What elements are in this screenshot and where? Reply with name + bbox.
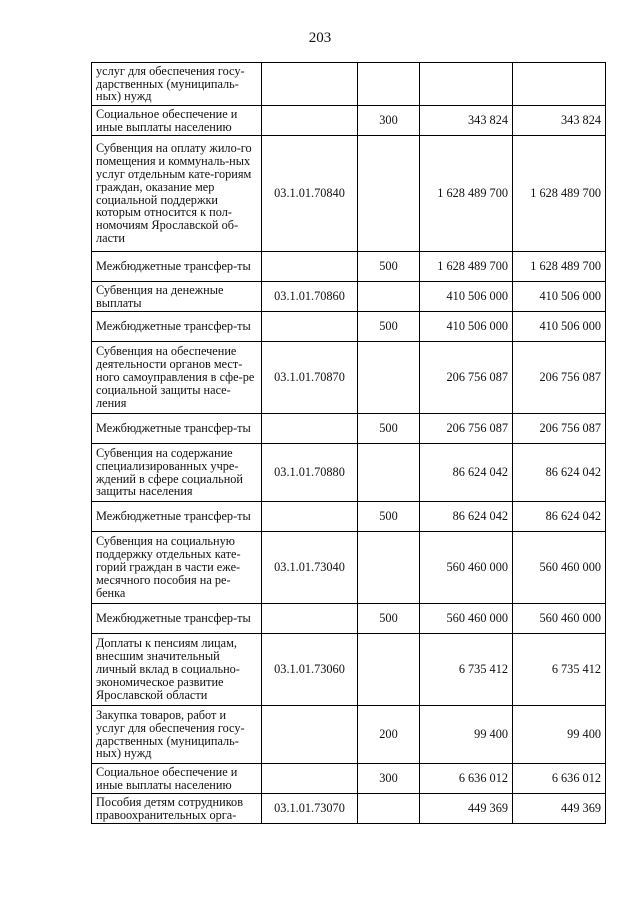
cell-target-code: 03.1.01.73070 [262,794,358,824]
cell-description: Доплаты к пенсиям лицам, внесшим значительный личный вклад в социально-экономическое развитие Ярославской области [92,634,262,706]
cell-amount-year1: 6 735 412 [420,634,513,706]
cell-amount-year2: 560 460 000 [513,604,606,634]
cell-amount-year2: 1 628 489 700 [513,252,606,282]
cell-amount-year2: 206 756 087 [513,342,606,414]
table-row [92,414,606,444]
budget-table-body [92,63,606,824]
cell-amount-year2: 343 824 [513,106,606,136]
cell-expense-type [358,136,420,252]
cell-amount-year2: 560 460 000 [513,532,606,604]
cell-amount-year2: 410 506 000 [513,312,606,342]
cell-target-code: 03.1.01.70840 [262,136,358,252]
table-row [92,764,606,794]
cell-target-code [262,63,358,106]
table-row [92,634,606,706]
cell-expense-type: 200 [358,706,420,764]
table-row [92,706,606,764]
cell-amount-year2: 99 400 [513,706,606,764]
cell-amount-year2 [513,63,606,106]
cell-description: Межбюджетные трансфер-ты [92,502,262,532]
cell-description: Субвенция на социальную поддержку отдельных кате-горий граждан в части еже-месячного пособия на ре-бенка [92,532,262,604]
cell-target-code: 03.1.01.70870 [262,342,358,414]
cell-target-code [262,604,358,634]
cell-amount-year2: 86 624 042 [513,502,606,532]
table-row [92,106,606,136]
cell-target-code: 03.1.01.73060 [262,634,358,706]
table-row [92,502,606,532]
cell-expense-type [358,63,420,106]
table-row [92,532,606,604]
table-row [92,342,606,414]
table-row [92,794,606,824]
table-row [92,252,606,282]
cell-amount-year1: 206 756 087 [420,414,513,444]
cell-description: Пособия детям сотрудников правоохранительных орга- [92,794,262,824]
cell-description: Субвенция на оплату жило-го помещения и коммуналь-ных услуг отдельным кате-гориям граждан, оказание мер социальной поддержки которым относится к пол-номочиям Ярославской об-ласти [92,136,262,252]
cell-target-code [262,414,358,444]
cell-amount-year1: 206 756 087 [420,342,513,414]
cell-amount-year1 [420,63,513,106]
cell-amount-year2: 6 735 412 [513,634,606,706]
cell-target-code: 03.1.01.70880 [262,444,358,502]
cell-expense-type: 500 [358,252,420,282]
cell-target-code: 03.1.01.73040 [262,532,358,604]
table-row [92,444,606,502]
cell-amount-year1: 410 506 000 [420,312,513,342]
cell-amount-year2: 6 636 012 [513,764,606,794]
cell-target-code: 03.1.01.70860 [262,282,358,312]
cell-description: услуг для обеспечения госу-дарственных (муниципаль-ных) нужд [92,63,262,106]
cell-target-code [262,502,358,532]
cell-description: Субвенция на денежные выплаты [92,282,262,312]
cell-amount-year1: 560 460 000 [420,532,513,604]
table-row [92,604,606,634]
cell-expense-type: 500 [358,312,420,342]
cell-expense-type: 500 [358,502,420,532]
cell-amount-year2: 86 624 042 [513,444,606,502]
cell-amount-year2: 1 628 489 700 [513,136,606,252]
cell-target-code [262,764,358,794]
cell-amount-year1: 1 628 489 700 [420,252,513,282]
cell-description: Социальное обеспечение и иные выплаты населению [92,106,262,136]
cell-amount-year1: 560 460 000 [420,604,513,634]
cell-target-code [262,106,358,136]
cell-amount-year1: 6 636 012 [420,764,513,794]
cell-amount-year1: 449 369 [420,794,513,824]
cell-amount-year1: 410 506 000 [420,282,513,312]
cell-description: Субвенция на обеспечение деятельности органов мест-ного самоуправления в сфе-ре социальной защиты насе-ления [92,342,262,414]
cell-amount-year2: 206 756 087 [513,414,606,444]
cell-expense-type [358,282,420,312]
cell-expense-type: 300 [358,764,420,794]
cell-target-code [262,706,358,764]
cell-expense-type: 300 [358,106,420,136]
budget-table [91,62,606,824]
cell-amount-year2: 449 369 [513,794,606,824]
table-row [92,282,606,312]
cell-expense-type [358,342,420,414]
cell-expense-type [358,532,420,604]
table-row [92,136,606,252]
cell-description: Межбюджетные трансфер-ты [92,252,262,282]
table-row [92,63,606,106]
cell-amount-year1: 99 400 [420,706,513,764]
cell-expense-type: 500 [358,604,420,634]
cell-expense-type [358,444,420,502]
cell-description: Межбюджетные трансфер-ты [92,312,262,342]
cell-amount-year1: 343 824 [420,106,513,136]
table-row [92,312,606,342]
cell-description: Субвенция на содержание специализированных учре-ждений в сфере социальной защиты населения [92,444,262,502]
cell-amount-year1: 86 624 042 [420,444,513,502]
cell-description: Социальное обеспечение и иные выплаты населению [92,764,262,794]
cell-amount-year1: 1 628 489 700 [420,136,513,252]
cell-expense-type [358,794,420,824]
cell-target-code [262,312,358,342]
page-number: 203 [308,30,332,46]
cell-description: Закупка товаров, работ и услуг для обеспечения госу-дарственных (муниципаль-ных) нужд [92,706,262,764]
cell-description: Межбюджетные трансфер-ты [92,604,262,634]
cell-expense-type: 500 [358,414,420,444]
cell-description: Межбюджетные трансфер-ты [92,414,262,444]
cell-amount-year1: 86 624 042 [420,502,513,532]
cell-target-code [262,252,358,282]
cell-expense-type [358,634,420,706]
cell-amount-year2: 410 506 000 [513,282,606,312]
